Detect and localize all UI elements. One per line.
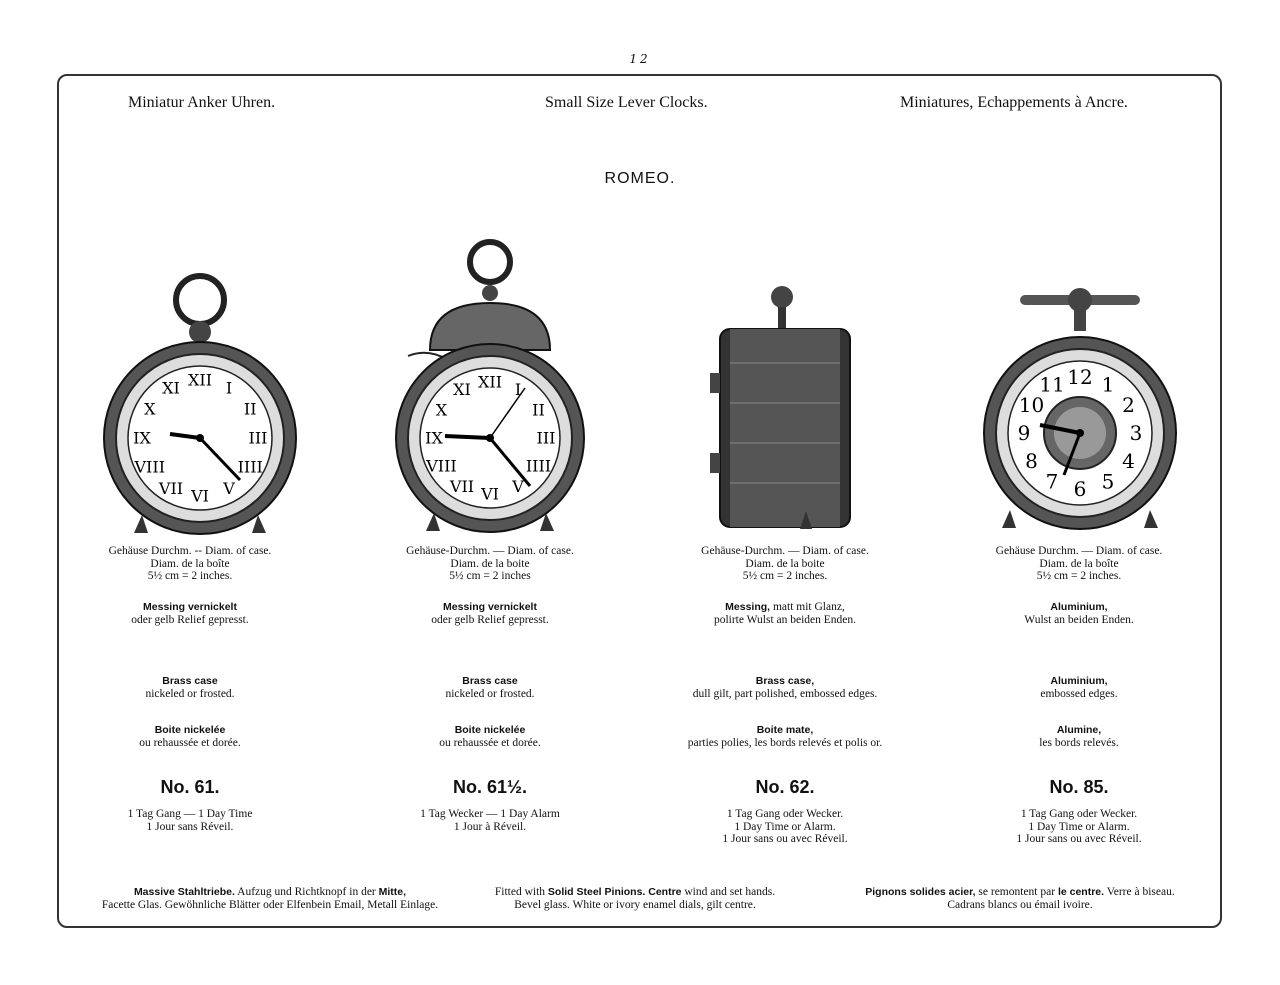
dim-line: Gehäuse Durchm. -- Diam. of case. [108,545,272,557]
material-fr: Alumine, [1056,724,1102,736]
footer-english [470,886,800,912]
footer-fr-text: se remontent par [975,886,1058,898]
footer-en-line2: Bevel glass. White or ivory enamel dials, gilt centre. [514,899,756,911]
dial-numeral: VII [158,478,184,498]
dim-line: Diam. de la boîte [150,557,230,570]
movement-line: 1 Tag Gang oder Wecker. [1020,808,1138,820]
movement-line: 1 Tag Gang oder Wecker. [726,808,844,820]
dim-line: 5½ cm = 2 inches. [742,570,828,582]
material-de-detail: polirte Wulst an beiden Enden. [713,613,857,626]
movement-line: 1 Jour sans Réveil. [146,820,234,833]
heading-english: Small Size Lever Clocks. [545,94,708,111]
material-de-detail: Wulst an beiden Enden. [1024,613,1134,626]
material-fr: Boite nickelée [454,724,526,736]
movement-line: 1 Day Time or Alarm. [734,820,836,833]
material-de: Messing, [725,601,771,613]
dial-numeral: III [248,428,268,448]
material-en-detail: dull gilt, part polished, embossed edges. [692,687,878,700]
material-fr-detail: ou rehaussée et dorée. [139,736,241,749]
dial-numeral: VII [449,477,475,497]
clock-85-illustration [980,285,1180,535]
footer-en-bold: Centre [648,886,682,898]
material-en: Brass case, [755,675,815,687]
dial-numeral: 7 [1045,469,1059,494]
heading-german: Miniatur Anker Uhren. [128,94,276,111]
clock-61-half-illustration [390,238,590,535]
dial-numeral: 3 [1129,421,1143,445]
material-fr-detail: ou rehaussée et dorée. [439,736,541,749]
movement-line: 1 Tag Wecker — 1 Day Alarm [420,808,560,820]
dial-numeral: IX [425,428,443,448]
dial-numeral: VI [481,484,499,504]
movement-line: 1 Tag Gang — 1 Day Time [127,808,253,820]
dial-numeral: III [536,428,556,448]
page-number: 12 [629,52,651,66]
footer-de-bold: Mitte, [378,886,407,898]
dial-numeral: IIII [237,457,263,477]
material-fr: Boite nickelée [154,724,226,736]
material-fr-detail: parties polies, les bords relevés et polis or. [687,736,883,749]
dial-numeral: XII [187,370,213,390]
footer-en-text: wind and set hands. [681,886,776,898]
dial-numeral: VIII [426,456,457,476]
material-en: Aluminium, [1050,675,1108,687]
dial-numeral: II [532,400,545,420]
dial-numeral: 6 [1073,477,1087,501]
material-en: Brass case [462,675,518,687]
dial-numeral: I [225,378,233,398]
movement-line: 1 Day Time or Alarm. [1028,820,1130,833]
model-number: No. 85. [1049,777,1109,797]
dial-numeral: 12 [1067,365,1093,389]
movement-line: 1 Jour à Réveil. [453,820,527,833]
footer-fr-bold: le centre. [1057,886,1105,898]
dial-numeral: V [512,477,524,497]
model-number: No. 62. [755,777,815,797]
dial-numeral: II [243,399,257,419]
footer-de-text: Aufzug und Richtknopf in der [234,886,379,898]
clock-62-illustration [700,283,870,535]
dial-numeral: XII [477,372,503,392]
dim-line: 5½ cm = 2 inches. [1036,570,1122,582]
material-de-detail: oder gelb Relief gepresst. [431,613,549,626]
material-de: Aluminium, [1050,601,1108,613]
dial-numeral: 8 [1025,449,1038,473]
footer-fr-line2: Cadrans blancs ou émail ivoire. [947,899,1093,911]
dial-numeral: I [514,380,522,400]
footer-french [830,886,1210,912]
clock-61-illustration [100,270,300,535]
movement-line: 1 Jour sans ou avec Réveil. [1016,833,1142,845]
footer-en-bold: Solid Steel Pinions. [547,886,646,898]
material-de-detail: oder gelb Relief gepresst. [131,613,249,626]
material-de-inline: matt mit Glanz, [770,601,845,613]
dim-line: 5½ cm = 2 inches. [147,570,233,582]
dial-numeral: 4 [1122,449,1135,473]
footer-de-line2: Facette Glas. Gewöhnliche Blätter oder Elfenbein Email, Metall Einlage. [101,899,439,911]
footer-fr-text: Verre à biseau. [1104,886,1175,898]
footer-german [70,886,470,912]
dial-numeral: X [435,400,448,420]
dim-line: Diam. de la boîte [1039,557,1119,570]
heading-french: Miniatures, Echappements à Ancre. [900,94,1128,111]
footer-en-text: Fitted with [494,886,548,898]
dial-numeral: XI [162,378,180,398]
dim-line: Gehäuse Durchm. — Diam. of case. [995,545,1163,557]
material-en-detail: nickeled or frosted. [445,687,535,700]
dial-numeral: 2 [1122,393,1135,417]
model-number: No. 61. [160,777,220,797]
dial-numeral: 1 [1101,372,1115,397]
dial-numeral: XI [453,380,471,400]
material-fr-detail: les bords relevés. [1039,736,1119,749]
dial-numeral: 9 [1017,421,1031,445]
material-de: Messing vernickelt [143,601,237,613]
footer-fr-bold: Pignons solides acier, [865,886,976,898]
dim-line: 5½ cm = 2 inches [449,570,531,582]
dim-line: Gehäuse-Durchm. — Diam. of case. [701,545,869,557]
dim-line: Diam. de la boite [745,557,825,570]
footer-de-bold: Massive Stahltriebe. [133,886,235,898]
dial-numeral: 11 [1039,372,1065,397]
dim-line: Diam. de la boite [450,557,530,570]
material-en-detail: embossed edges. [1040,687,1118,700]
catalog-title: ROMEO. [604,170,676,187]
dial-numeral: V [223,478,235,498]
dial-numeral: IIII [525,456,552,476]
dim-line: Gehäuse-Durchm. — Diam. of case. [406,545,574,557]
material-fr: Boite mate, [756,724,814,736]
material-en: Brass case [162,675,218,687]
dial-numeral: IX [133,428,151,448]
dial-numeral: 10 [1018,393,1045,417]
dial-numeral: X [144,399,156,419]
material-en-detail: nickeled or frosted. [145,687,235,700]
model-number: No. 61½. [452,777,528,797]
movement-line: 1 Jour sans ou avec Réveil. [722,833,848,845]
dial-numeral: VIII [134,457,166,477]
dial-numeral: VI [191,486,209,506]
material-de: Messing vernickelt [443,601,537,613]
dial-numeral: 5 [1101,469,1115,494]
